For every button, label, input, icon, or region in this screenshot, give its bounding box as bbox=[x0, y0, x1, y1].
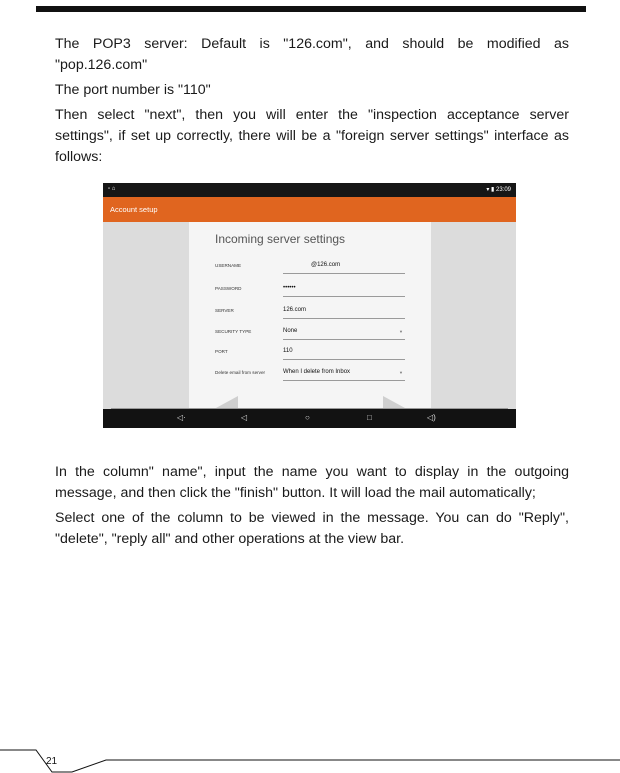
field-value: •••••• bbox=[283, 285, 296, 291]
field-label: USERNAME bbox=[215, 263, 242, 268]
field-value: 126.com bbox=[283, 307, 307, 313]
username-field[interactable] bbox=[215, 259, 405, 275]
tablet-screenshot bbox=[103, 183, 516, 428]
volume-down-icon[interactable]: ◁· bbox=[177, 413, 186, 422]
status-bar bbox=[103, 183, 516, 197]
settings-card bbox=[189, 222, 431, 409]
battery-icon: ▮ bbox=[491, 187, 495, 193]
paragraph: In the column" name", input the name you want to display in the outgoing message, and then click the "finish" button. It will load the mail automatically; bbox=[55, 464, 569, 501]
field-value: 110 bbox=[283, 348, 293, 354]
action-bar-title: Account setup bbox=[110, 205, 158, 214]
card-title: Incoming server settings bbox=[215, 232, 346, 246]
notification-icons: ▫ ⌂ bbox=[108, 186, 116, 192]
navigation-bar bbox=[103, 409, 516, 428]
header-rule bbox=[36, 6, 586, 12]
field-label: Delete email from server bbox=[215, 370, 266, 375]
paragraph: The port number is "110" bbox=[55, 82, 211, 98]
action-bar bbox=[103, 197, 516, 222]
side-panel-left bbox=[103, 222, 189, 409]
field-value: When I delete from Inbox bbox=[283, 369, 351, 375]
paragraph: The POP3 server: Default is "126.com", and should be modified as "pop.126.com" bbox=[55, 36, 569, 73]
page-footer bbox=[0, 748, 620, 773]
footer-rule bbox=[0, 748, 620, 773]
wifi-icon: ▾ bbox=[486, 187, 490, 193]
intro-text bbox=[55, 34, 569, 172]
paragraph: Select one of the column to be viewed in the message. You can do "Reply", "delete", "reply all" and other operations at the view bar. bbox=[55, 510, 569, 547]
port-field[interactable] bbox=[215, 345, 405, 361]
back-icon[interactable]: ◁ bbox=[241, 413, 248, 422]
volume-up-icon[interactable]: ◁) bbox=[427, 413, 436, 422]
page-number: 21 bbox=[46, 756, 58, 767]
paragraph: Then select "next", then you will enter the "inspection acceptance server settings", if set up correctly, there will be a "foreign server settings" interface as follows: bbox=[55, 107, 569, 165]
home-icon[interactable]: ○ bbox=[305, 413, 310, 422]
recents-icon[interactable]: □ bbox=[367, 413, 372, 422]
password-field[interactable] bbox=[215, 282, 405, 298]
security-type-select[interactable] bbox=[215, 325, 405, 341]
delete-email-select[interactable] bbox=[215, 366, 405, 382]
field-value: None bbox=[283, 328, 298, 334]
status-time: 23:09 bbox=[495, 187, 511, 193]
field-label: SERVER bbox=[215, 308, 234, 313]
outro-text bbox=[55, 462, 569, 554]
next-arrow-icon[interactable] bbox=[383, 396, 405, 408]
field-value: @126.com bbox=[311, 262, 341, 268]
previous-arrow-icon[interactable] bbox=[216, 396, 238, 408]
side-panel-right bbox=[431, 222, 516, 409]
field-label: PORT bbox=[215, 349, 228, 354]
field-label: PASSWORD bbox=[215, 286, 242, 291]
server-field[interactable] bbox=[215, 304, 405, 320]
field-label: SECURITY TYPE bbox=[215, 329, 252, 334]
dropdown-caret-icon: ▼ bbox=[399, 329, 403, 334]
dropdown-caret-icon: ▼ bbox=[399, 370, 403, 375]
